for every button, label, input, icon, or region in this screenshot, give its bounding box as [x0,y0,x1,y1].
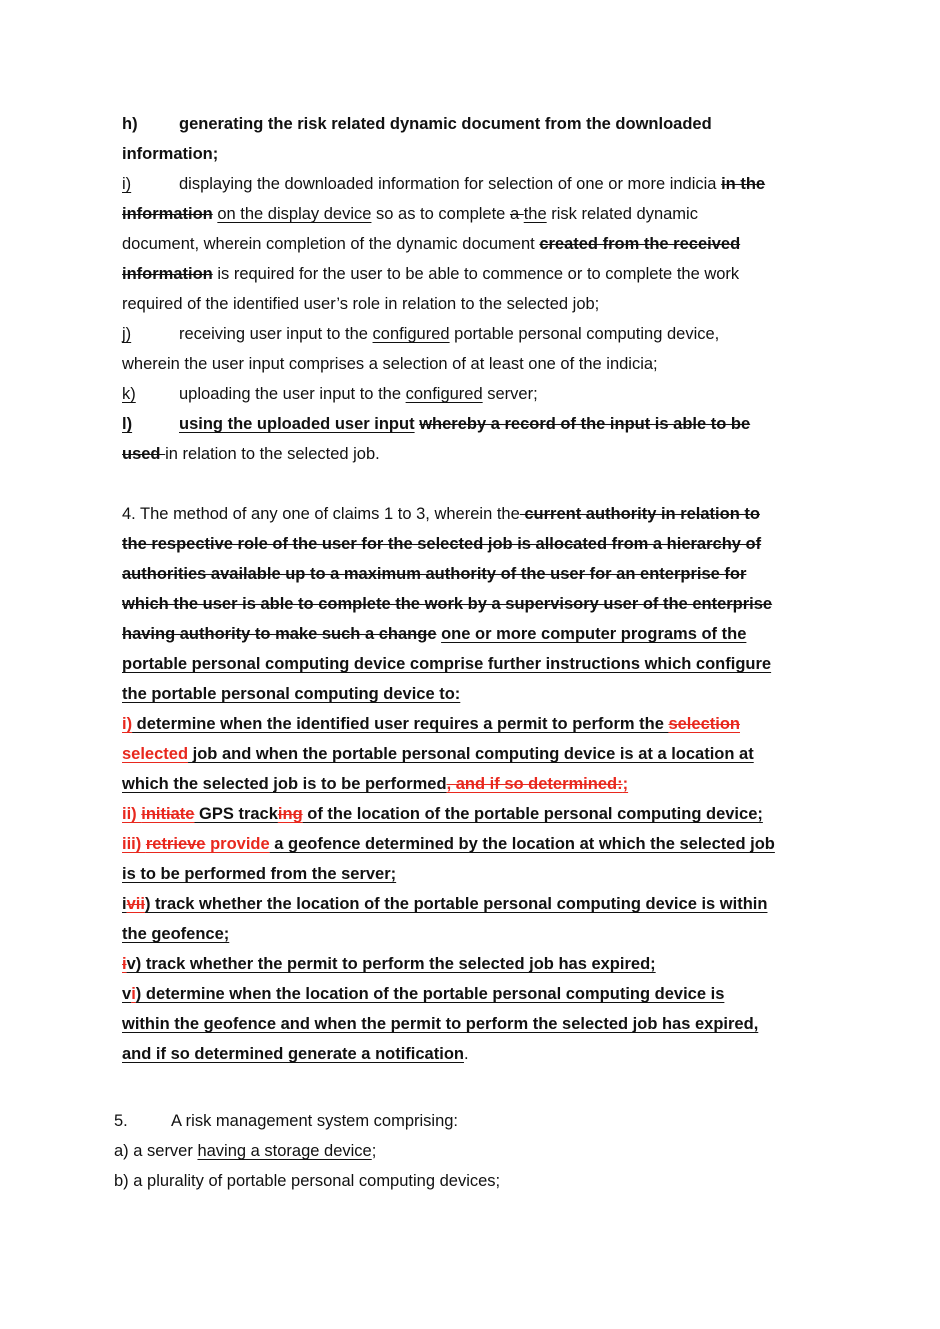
text-line [122,384,538,404]
text-run: ; [622,775,629,793]
text-run: i [131,985,136,1003]
text-line [122,684,460,704]
text-run: v [122,985,132,1003]
text-run: portable personal computing device comprise further instructions which configure [122,655,772,673]
text-line [122,144,218,164]
text-line [122,354,658,374]
text-line [122,264,739,284]
text-run: having authority to make such a change [122,625,437,643]
text-line [122,504,760,524]
text-run: portable personal computing device, [449,325,720,343]
text-run: i [122,895,127,913]
text-run: which the selected job is to be performed [122,775,447,793]
text-run: current authority in relation to [519,505,760,523]
text-run: i) [122,175,132,193]
text-run: k) [122,385,136,403]
text-run: j) [122,325,132,343]
text-run: iii) [122,835,146,853]
text-line [122,954,656,974]
text-run: having a storage device [197,1142,372,1160]
text-run: information [122,265,213,283]
text-run: wherein the user input comprises a selection of at least one of the indicia; [122,355,658,373]
text-run: generating the risk related dynamic document from the downloaded [179,115,712,133]
text-run: ; [371,1142,377,1160]
text-run: configured [372,325,450,343]
text-run: which the user is able to complete the work by a supervisory user of the enterprise [122,595,773,613]
text-run: server; [482,385,538,403]
text-run: and if so determined generate a notification [122,1045,464,1063]
text-line [122,834,775,854]
text-run: l) [122,415,133,433]
text-run: 4. The method of any one of claims 1 to 3, wherein the [122,505,520,523]
text-run: i [122,955,127,973]
text-run: information [122,205,213,223]
text-line [122,924,229,944]
text-line [122,444,380,464]
text-line [122,714,740,734]
text-line [122,984,724,1004]
text-line [122,594,772,614]
text-run: of the location of the portable personal computing device; [302,805,763,823]
text-line [122,114,712,134]
text-line [122,804,763,824]
text-line [122,174,765,194]
text-run: A risk management system comprising: [171,1112,459,1130]
text-run: 5. [114,1112,128,1130]
text-line [122,1014,758,1034]
text-run: on the display device [217,205,372,223]
text-run: whereby a record of the input is able to be [419,415,751,433]
text-line [122,654,771,674]
text-run: selected [122,745,189,763]
text-run: . [463,1045,469,1063]
text-line [114,1111,458,1131]
text-run: ing [277,805,303,823]
text-line [122,324,719,344]
text-run: determine when the identified user requires a permit to perform the [132,715,669,733]
text-run: is to be performed from the server; [122,865,397,883]
text-run: configured [405,385,483,403]
text-run: a geofence determined by the location at which the selected job [269,835,775,853]
text-run: risk related dynamic [546,205,698,223]
text-run: ii) [122,805,142,823]
text-line [122,414,750,434]
text-line [122,564,746,584]
text-run: a) a server [114,1142,198,1160]
text-line [114,1141,376,1161]
text-run: the geofence; [122,925,230,943]
text-run: the portable personal computing device to: [122,685,461,703]
text-run: job and when the portable personal computing device is at a location at [188,745,754,763]
text-run: document, wherein completion of the dynamic document [122,235,540,253]
text-run: uploading the user input to the [179,385,406,403]
text-line [122,204,698,224]
text-run: receiving user input to the [179,325,373,343]
text-run: selection [668,715,740,733]
text-line [122,744,754,764]
text-line [122,294,599,314]
text-run: h) [122,115,138,133]
text-run: GPS track [194,805,278,823]
text-run: in relation to the selected job. [165,445,380,463]
text-run: retrieve [145,835,206,853]
text-run: vii [126,895,145,913]
text-run: ) track whether the location of the portable personal computing device is within [144,895,768,913]
text-run: displaying the downloaded information for selection of one or more indicia [179,175,722,193]
text-run: the [523,205,547,223]
text-line [122,624,746,644]
text-run: i) [122,715,133,733]
text-line [122,894,767,914]
text-run: ) determine when the location of the portable personal computing device is [135,985,725,1003]
text-run: provide [205,835,270,853]
text-line [122,1044,469,1064]
text-line [122,534,761,554]
text-run: a [509,205,524,223]
text-run: initiate [141,805,195,823]
text-run: required of the identified user’s role in relation to the selected job; [122,295,600,313]
text-line [114,1171,500,1191]
text-run: using the uploaded user input [179,415,415,433]
text-run: in the [721,175,766,193]
text-run: b) a plurality of portable personal computing devices; [114,1172,501,1190]
text-run: v) track whether the permit to perform the selected job has expired; [126,955,656,973]
text-run: information; [122,145,219,163]
text-run: the respective role of the user for the selected job is allocated from a hierarchy of [122,535,762,553]
text-run: used [122,445,166,463]
text-run: is required for the user to be able to commence or to complete the work [212,265,740,283]
text-line [122,774,628,794]
text-run: so as to complete [371,205,510,223]
text-run: within the geofence and when the permit to perform the selected job has expired, [122,1015,759,1033]
text-run: authorities available up to a maximum authority of the user for an enterprise for [122,565,747,583]
text-run: one or more computer programs of the [441,625,747,643]
text-line [122,864,396,884]
text-line [122,234,740,254]
text-run: created from the received [539,235,741,253]
text-run: , and if so determined: [446,775,623,793]
